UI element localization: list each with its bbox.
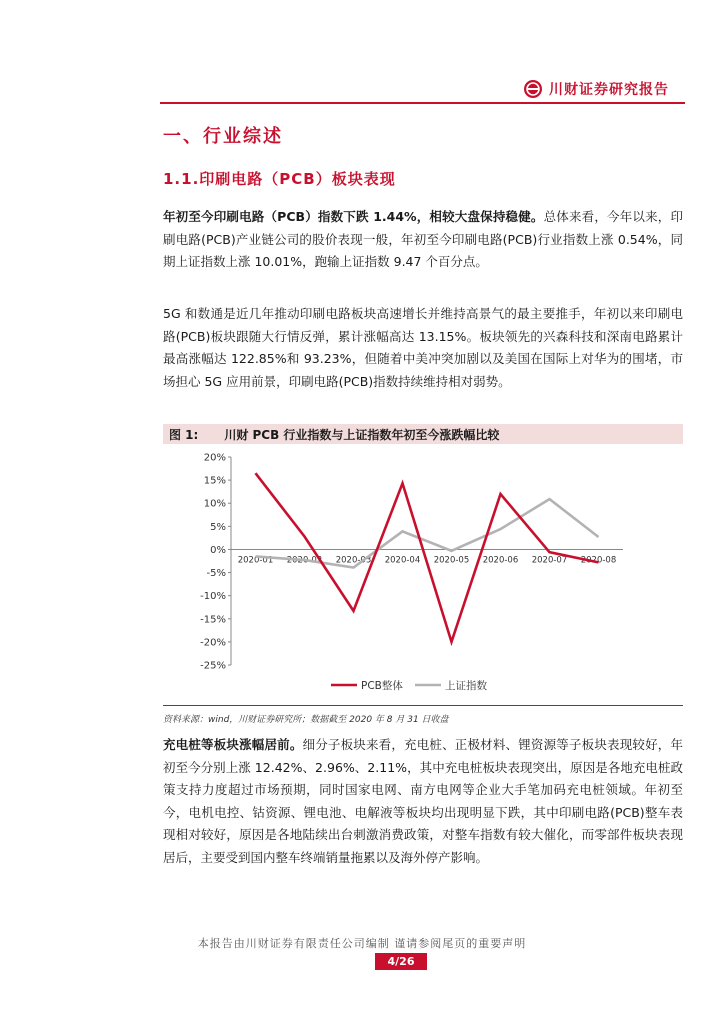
x-tick-label: 2020-02 [286,555,323,566]
legend-label: PCB整体 [361,680,403,692]
y-tick-label: -25% [200,660,226,672]
y-tick-label: 5% [210,521,226,533]
x-tick-label: 2020-08 [580,555,617,566]
paragraph-2 [163,303,683,393]
x-tick-label: 2020-04 [384,555,421,566]
paragraph-1-lead: 年初至今印刷电路（PCB）指数下跌 1.44%，相较大盘保持稳健。 [163,209,544,224]
paragraph-3-body: 细分子板块来看，充电桩、正极材料、锂资源等子板块表现较好，年初至今分别上涨 12.42%、2.96%、2.11%，其中充电桩板块表现突出，原因是各地充电桩政策支持力度超过市场预期，同时国家电网、南方电网等企业大手笔加码充电桩领域。年初至今，电机电控、钴资源、锂电池、电解液等板块均出现明显下跌，其中印刷电路(PCB)整车表现相对较好，原因是各地陆续出台刺激消费政策，对整车指数有较大催化，而零部件板块表现居后，主要受到国内整车终端销量拖累以及海外停产影响。 [163,737,683,865]
paragraph-3 [163,734,683,869]
subsection-title: 1.1.印刷电路（PCB）板块表现 [163,170,396,188]
legend-label: 上证指数 [445,680,487,692]
section-title: 一、行业综述 [163,126,283,147]
y-tick-label: -20% [200,637,226,649]
paragraph-2-body: 5G 和数通是近几年推动印刷电路板块高速增长并维持高景气的最主要推手，年初以来印刷电路(PCB)板块跟随大行情反弹，累计涨幅高达 13.15%。板块领先的兴森科技和深南电路累计最高涨幅达 122.85%和 93.23%，但随着中美冲突加剧以及美国在国际上对华为的围堵，市场担心 5G 应用前景，印刷电路(PCB)指数持续维持相对弱势。 [163,306,683,389]
y-tick-label: -5% [206,568,226,580]
x-tick-label: 2020-07 [531,555,568,566]
figure-bottom-rule [163,705,683,706]
y-tick-label: -10% [200,591,226,603]
figure-title-bar [163,424,683,444]
figure-title: 川财 PCB 行业指数与上证指数年初至今涨跌幅比较 [224,427,500,442]
x-tick-label: 2020-01 [237,555,274,566]
line-chart [163,446,683,702]
brand-text: 川财证券研究报告 [549,82,669,98]
y-tick-label: 10% [203,498,226,510]
footer-disclaimer: 本报告由川财证券有限责任公司编制 谨请参阅尾页的重要声明 [197,937,527,950]
y-tick-label: -15% [200,614,226,626]
figure-source: 资料来源：wind，川财证券研究所；数据截至 2020 年 8 月 31 日收盘 [163,715,449,725]
header-brand [523,78,683,100]
paragraph-1 [163,206,683,274]
y-tick-label: 15% [203,475,226,487]
header-rule [160,102,685,104]
y-tick-label: 0% [210,544,226,556]
y-tick-label: 20% [203,452,226,464]
x-tick-label: 2020-05 [433,555,470,566]
x-tick-label: 2020-06 [482,555,519,566]
paragraph-1-body: 总体来看，今年以来，印刷电路(PCB)产业链公司的股价表现一般，年初至今印刷电路(PCB)行业指数上涨 0.54%，同期上证指数上涨 10.01%，跑输上证指数 9.47 个百分点。 [163,209,683,269]
figure-label: 图 1: [169,427,199,442]
x-tick-label: 2020-03 [335,555,372,566]
page-number: 4/26 [375,953,427,970]
paragraph-3-lead: 充电桩等板块涨幅居前。 [163,737,303,752]
chuancai-logo-icon [523,79,543,99]
